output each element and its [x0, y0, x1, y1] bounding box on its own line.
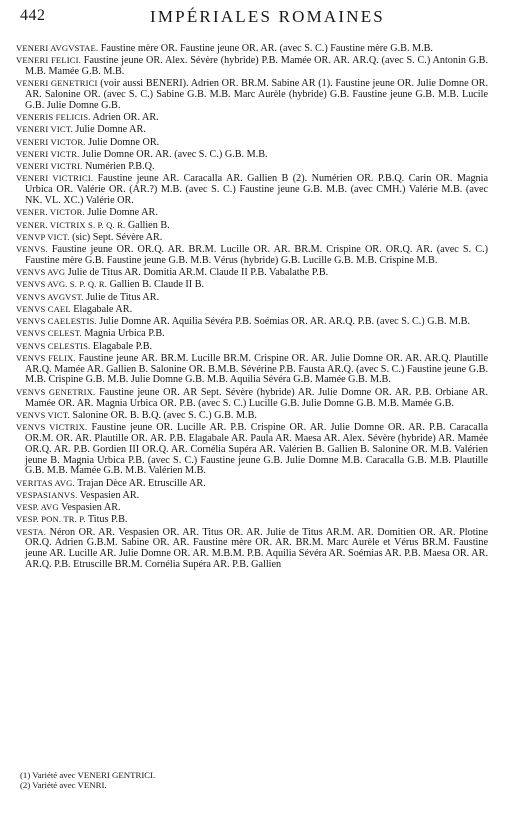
- legend-issuers: Faustine jeune OR. Lucille AR. P.B. Crispine OR. AR. Julie Domne OR. AR. P.B. Caracalla OR.M. OR. AR. Plautille OR. AR. P.B. Elagabale AR. Paula AR. Maesa AR. Alex. Sévère (hybride) AR. Mamée OR.Q. AR. P.B. Gordien III OR.Q. AR. Cornélia Supéra AR. Valérien B. Gallien B. Salonine OR. M.B. Valérien jeune B. Magnia Urbica P.B. (avec S. C.) Faustine jeune G.B. Julie Domne M.B. Caracalla G.B. M.B. Plautille G.B. M.B. Mamée G.B. M.B. Valérien M.B.: [25, 421, 489, 477]
- legend-issuers: Julie Domne AR.: [87, 207, 158, 219]
- legend-entry: [16, 328, 488, 340]
- legend-issuers: Julie de Titus AR. Domitia AR.M. Claude II P.B. Vabalathe P.B.: [67, 267, 329, 279]
- legend-entry: [16, 387, 488, 410]
- legend-head: VESP. AVG: [16, 502, 59, 513]
- legend-issuers: Julie de Titus AR.: [86, 291, 160, 303]
- legend-head: VENVS AVG: [16, 267, 66, 278]
- legend-issuers: Salonine OR. B. B.Q. (avec S. C.) G.B. M.B.: [72, 409, 257, 421]
- legend-head: VENVS GENETRIX.: [16, 386, 96, 397]
- legend-entry: [16, 353, 488, 387]
- legend-head: VENVS VICTRIX.: [16, 421, 88, 432]
- legend-issuers: Julie Domne AR. Aquilia Sévéra P.B. Soémias OR. AR. AR.Q. P.B. (avec S. C.) G.B. M.B.: [99, 316, 470, 328]
- legend-head: VENERI VICTRI.: [16, 161, 83, 172]
- legend-head: VENERIS FELICIS.: [16, 112, 91, 123]
- legend-entry: [16, 137, 488, 149]
- legend-issuers: Julie Domne OR.: [88, 136, 160, 148]
- legend-issuers: Trajan Dèce AR. Etruscille AR.: [77, 477, 206, 489]
- legend-head: VENVS CELESTIS.: [16, 340, 91, 351]
- legend-issuers: Julie Domne AR.: [75, 124, 146, 136]
- footnote: (1) Variété avec VENERI GENTRICI.: [20, 770, 156, 780]
- legend-head: VENVS FELIX.: [16, 352, 76, 363]
- legend-entry: [16, 124, 488, 136]
- legend-head: VENER. VICTRIX S. P. Q. R.: [16, 219, 126, 230]
- legend-issuers: Vespasien AR.: [79, 489, 140, 501]
- footnote: (2) Variété avec VENRI.: [20, 780, 107, 790]
- legend-issuers: Julie Domne OR. AR. (avec S. C.) G.B. M.B.: [81, 148, 268, 160]
- legend-entry: [16, 341, 488, 353]
- legend-head: VENVS CAEL: [16, 303, 71, 314]
- legend-head: VERITAS AVG.: [16, 477, 75, 488]
- legend-entry: [16, 410, 488, 422]
- legend-head: VENERI VICTR.: [16, 148, 80, 159]
- legend-head: VESTA.: [16, 526, 47, 537]
- legend-issuers: (sic) Sept. Sévère AR.: [72, 231, 163, 243]
- legend-entry: [16, 244, 488, 267]
- legend-head: VENERI GENETRICI: [16, 78, 98, 89]
- legend-entry: [16, 502, 488, 514]
- legend-issuers: Gallien B. Claude II B.: [109, 279, 205, 291]
- legend-entry: [16, 220, 488, 232]
- footnotes: [20, 770, 480, 790]
- legend-entry: [16, 55, 488, 78]
- legend-entry: [16, 43, 488, 55]
- legend-head: VENVS AVGVST.: [16, 291, 84, 302]
- legend-issuers: (voir aussi BENERI). Adrien OR. BR.M. Sabine AR (1). Faustine jeune OR. Julie Domne OR. AR. Salonine OR. (avec S. C.) Sabine G.B. M.B. Marc Aurèle (hybride) G.B. Faustine jeune G.B. M.B. Lucile G.B. Julie Domne G.B.: [25, 78, 489, 111]
- legend-issuers: Numérien P.B.Q.: [84, 161, 155, 173]
- legend-head: VENVS CAELESTIS.: [16, 316, 97, 327]
- legend-head: VENERI AVGVSTAE.: [16, 43, 99, 53]
- legend-issuers: Faustine mère OR. Faustine jeune OR. AR. (avec S. C.) Faustine mère G.B. M.B.: [100, 43, 433, 54]
- legend-entry: [16, 207, 488, 219]
- legend-head: VESP. PON. TR. P.: [16, 514, 86, 525]
- legend-entry: [16, 112, 488, 124]
- legend-entry: [16, 267, 488, 279]
- legend-issuers: Faustine jeune AR. BR.M. Lucille BR.M. Crispine OR. AR. Julie Domne OR. AR. AR.Q. Plautille AR.Q. Mamée AR. Gallien B. Salonine OR. B.M.B. Sévérine P.B. Fausta AR.Q. (avec S. C.) Faustine jeune G.B. M.B. Crispine G.B. M.B. Julie Domne G.B. M.B. Aquilia Sévéra G.B. Mamée G.B. M.B.: [25, 352, 488, 386]
- page-header: [20, 7, 496, 27]
- legend-entry: [16, 478, 488, 490]
- legend-entry: [16, 232, 488, 244]
- legend-entry: [16, 279, 488, 291]
- legend-entry: [16, 490, 488, 502]
- legend-entry: [16, 514, 488, 526]
- legend-issuers: Faustine jeune OR. OR.Q. AR. BR.M. Lucille OR. AR. BR.M. Crispine OR. OR.Q. AR. (avec S. C.) Faustine mère G.B. Faustine jeune G.B. M.B. Vérus (hybride) G.B. Lucille G.B. M.B. Crispine M.B.: [25, 244, 489, 266]
- legend-head: VENERI VICTOR.: [16, 136, 86, 147]
- legend-issuers: Faustine jeune OR. Alex. Sévère (hybride) P.B. Mamée OR. AR. AR.Q. (avec S. C.) Antonin G.B. M.B. Mamée G.B. M.B.: [25, 55, 488, 78]
- legend-head: VENVS AVG. S. P. Q. R.: [16, 279, 108, 290]
- legend-entry: [16, 173, 488, 207]
- legend-entry: [16, 527, 488, 571]
- legend-head: VESPASIANVS.: [16, 489, 78, 500]
- legend-entry: [16, 78, 488, 112]
- legend-entry: [16, 422, 488, 477]
- legend-head: VENVS.: [16, 244, 48, 255]
- legend-issuers: Magnia Urbica P.B.: [84, 328, 165, 340]
- legend-entry: [16, 292, 488, 304]
- legend-entry: [16, 161, 488, 173]
- legend-head: VENVS CELEST.: [16, 328, 82, 339]
- running-title: IMPÉRIALES ROMAINES: [150, 7, 385, 26]
- legend-list: [16, 43, 488, 571]
- legend-issuers: Gallien B.: [127, 219, 170, 231]
- legend-head: VENVS VICT.: [16, 409, 70, 420]
- legend-head: VENVP VICT.: [16, 231, 70, 242]
- legend-issuers: Titus P.B.: [87, 514, 128, 526]
- legend-issuers: Elagabale AR.: [73, 303, 133, 315]
- legend-head: VENERI VICTRICI.: [16, 173, 94, 184]
- legend-issuers: Faustine jeune AR. Caracalla AR. Gallien B (2). Numérien OR. P.B.Q. Carin OR. Magnia Urbica OR. Valérie OR. (AR.?) M.B. (avec S. C.) Faustine jeune G.B. M.B. (avec CMH.) Valérie M.B. (avec NK. VL. XC.) Valérie OR.: [25, 173, 488, 207]
- legend-issuers: Néron OR. AR. Vespasien OR. AR. Titus OR. AR. Julie de Titus AR.M. AR. Domitien OR. AR. Plotine OR.Q. Adrien G.B.M. Sabine OR. AR. Faustine mère OR. AR. BR.M. Marc Aurèle et Vérus BR.M. Faustine jeune AR. Lucille AR. Julie Domne OR. AR. M.B.M. P.B. Aquilia Sévéra AR. Soémias AR. P.B. Maesa OR. AR. AR.Q. P.B. Etruscille BR.M. Cornélia Supéra AR. P.B. Gallien: [25, 526, 489, 571]
- legend-issuers: Vespasien AR.: [61, 502, 121, 514]
- legend-issuers: Faustine jeune OR. AR Sept. Sévère (hybride) AR. Julie Domne OR. AR. P.B. Orbiane AR. Mamée OR. AR. Magnia Urbica OR. P.B. (avec S. C.) Lucille G.B. Julie Domne G.B. M.B. Mamée G.B.: [25, 386, 489, 409]
- legend-issuers: Elagabale P.B.: [92, 340, 153, 352]
- legend-entry: [16, 149, 488, 161]
- legend-entry: [16, 316, 488, 328]
- legend-head: VENER. VICTOR.: [16, 207, 85, 218]
- legend-head: VENERI FELICI.: [16, 55, 81, 66]
- legend-entry: [16, 304, 488, 316]
- legend-issuers: Adrien OR. AR.: [92, 112, 159, 124]
- legend-head: VENERI VICT.: [16, 124, 73, 135]
- page-number: 442: [20, 7, 46, 24]
